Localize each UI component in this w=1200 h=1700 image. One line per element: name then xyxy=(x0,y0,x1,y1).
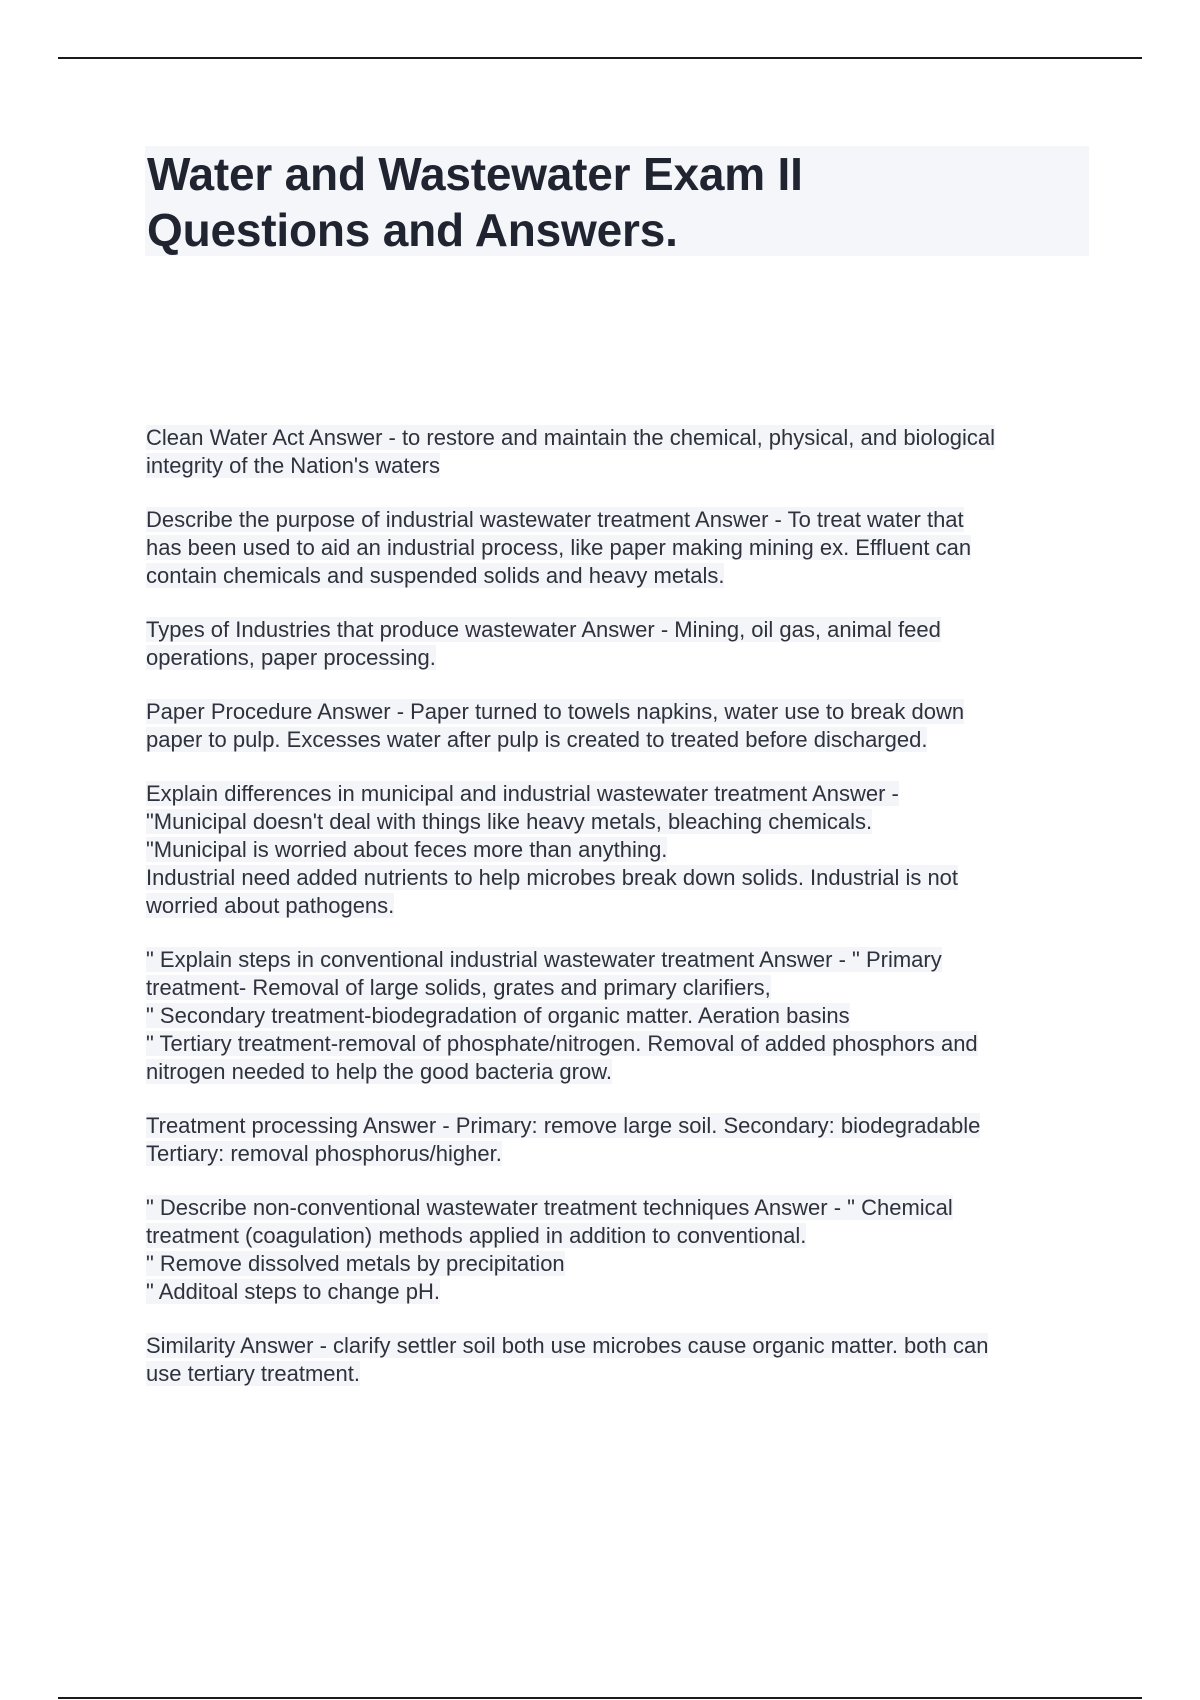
title-block xyxy=(145,146,1089,256)
qa-entry-paper-procedure xyxy=(146,698,1096,754)
entry-line: Clean Water Act Answer - to restore and maintain the chemical, physical, and biological xyxy=(146,425,996,450)
document-title xyxy=(145,146,1089,258)
entry-line: Tertiary: removal phosphorus/higher. xyxy=(146,1141,502,1166)
entry-line: treatment- Removal of large solids, grates and primary clarifiers, xyxy=(146,975,771,1000)
bottom-rule xyxy=(58,1697,1142,1699)
qa-entry-conventional-steps xyxy=(146,946,1096,1086)
qa-entry-treatment-processing xyxy=(146,1112,1096,1168)
qa-entry-industry-types xyxy=(146,616,1096,672)
entry-line: " Tertiary treatment-removal of phosphate/nitrogen. Removal of added phosphors and xyxy=(146,1031,978,1056)
title-line: Water and Wastewater Exam II xyxy=(147,148,803,200)
entry-line: Industrial need added nutrients to help microbes break down solids. Industrial is not xyxy=(146,865,959,890)
entry-line: "Municipal doesn't deal with things like heavy metals, bleaching chemicals. xyxy=(146,809,873,834)
entry-line: has been used to aid an industrial process, like paper making mining ex. Effluent can xyxy=(146,535,972,560)
entry-line: " Secondary treatment-biodegradation of organic matter. Aeration basins xyxy=(146,1003,850,1028)
qa-entry-similarity xyxy=(146,1332,1096,1388)
entry-line: paper to pulp. Excesses water after pulp is created to treated before discharged. xyxy=(146,727,928,752)
entry-line: Paper Procedure Answer - Paper turned to towels napkins, water use to break down xyxy=(146,699,965,724)
qa-list xyxy=(146,424,1096,1414)
entry-line: "Municipal is worried about feces more than anything. xyxy=(146,837,668,862)
entry-line: treatment (coagulation) methods applied in addition to conventional. xyxy=(146,1223,807,1248)
entry-line: Explain differences in municipal and industrial wastewater treatment Answer - xyxy=(146,781,899,806)
entry-line: worried about pathogens. xyxy=(146,893,395,918)
entry-line: Treatment processing Answer - Primary: remove large soil. Secondary: biodegradable xyxy=(146,1113,981,1138)
entry-line: operations, paper processing. xyxy=(146,645,436,670)
entry-line: " Explain steps in conventional industrial wastewater treatment Answer - " Primary xyxy=(146,947,942,972)
entry-line: " Remove dissolved metals by precipitation xyxy=(146,1251,565,1276)
entry-line: integrity of the Nation's waters xyxy=(146,453,441,478)
entry-line: Types of Industries that produce wastewater Answer - Mining, oil gas, animal feed xyxy=(146,617,941,642)
qa-entry-industrial-purpose xyxy=(146,506,1096,590)
qa-entry-non-conventional xyxy=(146,1194,1096,1306)
qa-entry-municipal-vs-industrial xyxy=(146,780,1096,920)
entry-line: contain chemicals and suspended solids and heavy metals. xyxy=(146,563,725,588)
entry-line: " Additoal steps to change pH. xyxy=(146,1279,441,1304)
entry-line: Similarity Answer - clarify settler soil both use microbes cause organic matter. both can xyxy=(146,1333,989,1358)
entry-line: " Describe non-conventional wastewater treatment techniques Answer - " Chemical xyxy=(146,1195,953,1220)
top-rule xyxy=(58,57,1142,59)
entry-line: use tertiary treatment. xyxy=(146,1361,360,1386)
entry-line: Describe the purpose of industrial wastewater treatment Answer - To treat water that xyxy=(146,507,964,532)
title-line: Questions and Answers. xyxy=(147,204,678,256)
qa-entry-clean-water-act xyxy=(146,424,1096,480)
entry-line: nitrogen needed to help the good bacteria grow. xyxy=(146,1059,613,1084)
